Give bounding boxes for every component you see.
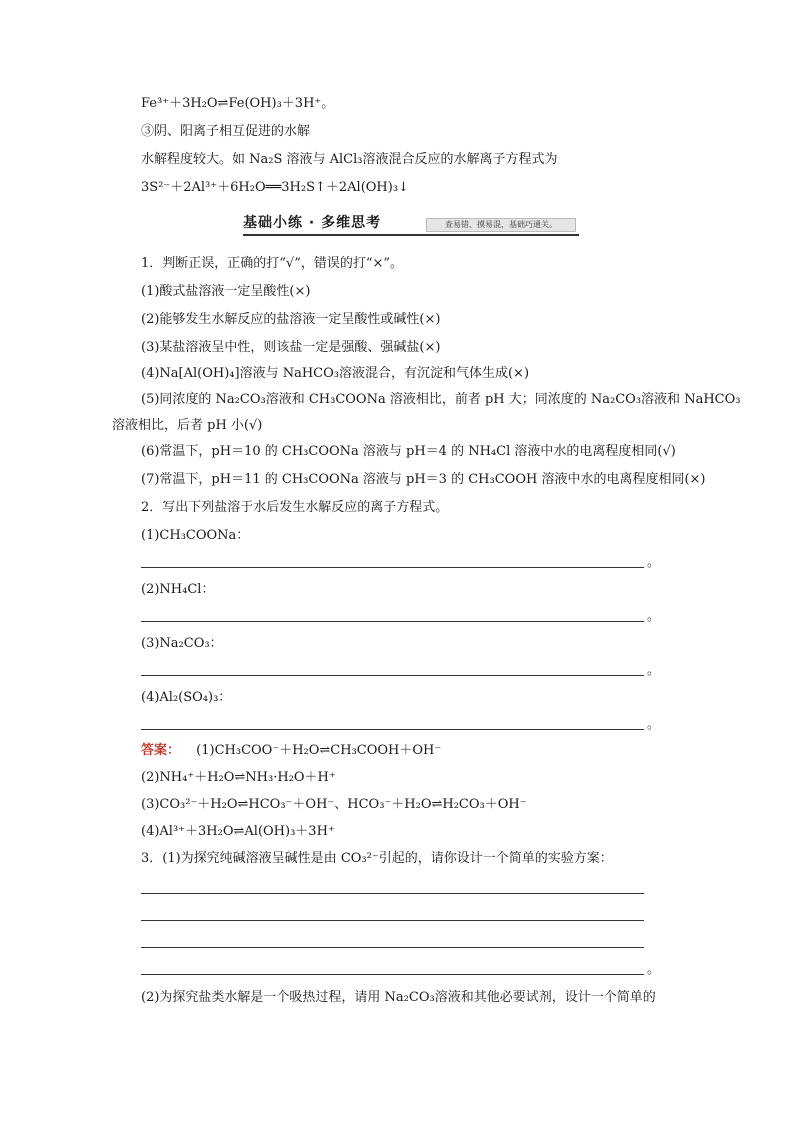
answer-2: (2)NH₄⁺＋H₂O⇌NH₃·H₂O＋H⁺	[141, 770, 336, 785]
answer-blank[interactable]	[141, 675, 644, 676]
q1-item-1: (1)酸式盐溶液一定呈酸性(×)	[141, 284, 311, 299]
answer-blank[interactable]	[141, 974, 644, 975]
q3-part-1: 3．(1)为探究纯碱溶液呈碱性是由 CO₃²⁻引起的，请你设计一个简单的实验方案：	[141, 851, 613, 866]
period: 。	[647, 555, 661, 570]
answer-3: (3)CO₃²⁻＋H₂O⇌HCO₃⁻＋OH⁻、HCO₃⁻＋H₂O⇌H₂CO₃＋OH⁻	[141, 797, 527, 812]
equation-fe-hydrolysis: Fe³⁺＋3H₂O⇌Fe(OH)₃＋3H⁺。	[141, 96, 335, 111]
q1-item-6: (6)常温下，pH＝10 的 CH₃COONa 溶液与 pH＝4 的 NH₄Cl 溶液中水的电离程度相同(√)	[141, 444, 676, 459]
answer-blank[interactable]	[141, 621, 644, 622]
intro-text: 水解程度较大。如 Na₂S 溶液与 AlCl₃溶液混合反应的水解离子方程式为	[141, 152, 558, 167]
section-banner	[243, 212, 579, 236]
answer-blank[interactable]	[141, 567, 644, 568]
answer-blank[interactable]	[141, 947, 644, 948]
period: 。	[647, 717, 661, 732]
section-title: 基础小练 · 多维思考	[243, 215, 382, 231]
equation-mutual-hydrolysis: 3S²⁻＋2Al³⁺＋6H₂O══3H₂S↑＋2Al(OH)₃↓	[141, 180, 409, 195]
period: 。	[647, 609, 661, 624]
q3-part-2: (2)为探究盐类水解是一个吸热过程，请用 Na₂CO₃溶液和其他必要试剂，设计一个简单的	[141, 990, 656, 1005]
q1-item-4: (4)Na[Al(OH)₄]溶液与 NaHCO₃溶液混合，有沉淀和气体生成(×)	[141, 366, 530, 381]
answer-blank[interactable]	[141, 893, 644, 894]
answer-blank[interactable]	[141, 920, 644, 921]
q1-stem: 1．判断正误，正确的打“√”，错误的打“×”。	[141, 256, 404, 271]
answer-1: (1)CH₃COO⁻＋H₂O⇌CH₃COOH＋OH⁻	[196, 743, 442, 758]
answer-line-1	[141, 741, 441, 761]
q1-item-7: (7)常温下，pH＝11 的 CH₃COONa 溶液与 pH＝3 的 CH₃COOH 溶液中水的电离程度相同(×)	[141, 472, 706, 487]
q1-item-3: (3)某盐溶液呈中性，则该盐一定是强酸、强碱盐(×)	[141, 340, 441, 355]
section-note: 查易错、摸易混，基础巧通关。	[426, 218, 576, 232]
answer-4: (4)Al³⁺＋3H₂O⇌Al(OH)₃＋3H⁺	[141, 824, 335, 839]
q1-item-5: (5)同浓度的 Na₂CO₃溶液和 CH₃COONa 溶液相比，前者 pH 大；同浓度的 Na₂CO₃溶液和 NaHCO₃	[141, 392, 741, 407]
q2-part-4: (4)Al₂(SO₄)₃：	[141, 690, 232, 705]
section-divider	[243, 234, 579, 236]
subheading-mutual-hydrolysis: ③阴、阳离子相互促进的水解	[141, 124, 311, 139]
answer-label: 答案：	[141, 743, 181, 758]
q2-part-2: (2)NH₄Cl：	[141, 582, 215, 597]
q1-item-5-cont: 溶液相比，后者 pH 小(√)	[112, 418, 263, 433]
q1-item-2: (2)能够发生水解反应的盐溶液一定呈酸性或碱性(×)	[141, 312, 441, 327]
period: 。	[647, 663, 661, 678]
q2-stem: 2．写出下列盐溶于水后发生水解反应的离子方程式。	[141, 500, 449, 515]
q2-part-1: (1)CH₃COONa：	[141, 528, 250, 543]
q2-part-3: (3)Na₂CO₃：	[141, 636, 223, 651]
period: 。	[647, 962, 661, 977]
answer-blank[interactable]	[141, 729, 644, 730]
